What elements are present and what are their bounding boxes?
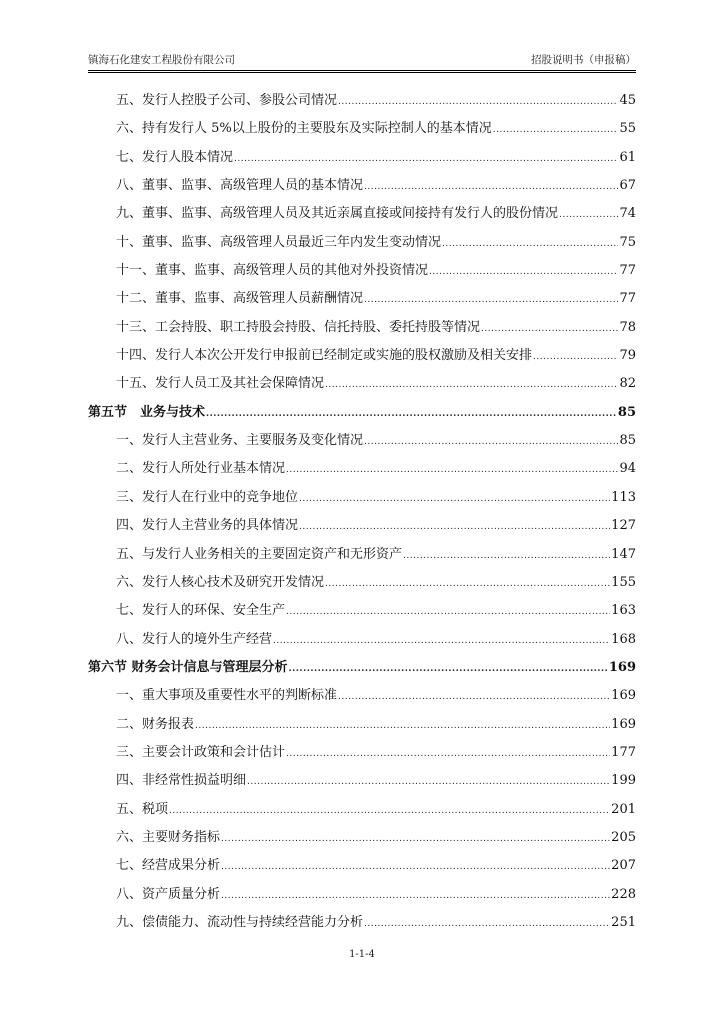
toc-entry-page: 155 <box>611 574 636 590</box>
toc-entry[interactable] <box>88 115 636 143</box>
header-rule-top <box>88 70 636 71</box>
toc-dot-leader <box>338 683 610 711</box>
toc-entry-title: 五、与发行人业务相关的主要固定资产和无形资产 <box>116 546 403 562</box>
toc-entry-page: 78 <box>619 319 636 335</box>
toc-dot-leader <box>273 627 610 655</box>
toc-entry-page: 127 <box>611 518 636 534</box>
toc-entry-page: 168 <box>611 631 636 647</box>
toc-entry-page: 177 <box>611 744 636 760</box>
toc-entry-title: 二、发行人所处行业基本情况 <box>116 461 286 477</box>
toc-entry-title: 三、主要会计政策和会计估计 <box>116 744 286 760</box>
toc-entry-page: 74 <box>619 206 636 222</box>
table-of-contents <box>88 87 636 937</box>
footer-page-number: 1-1-4 <box>349 949 375 960</box>
toc-dot-leader <box>429 258 618 286</box>
toc-dot-leader <box>221 882 610 910</box>
toc-entry[interactable] <box>88 597 636 625</box>
toc-entry-page: 201 <box>611 801 636 817</box>
toc-dot-leader <box>325 570 610 598</box>
toc-entry[interactable] <box>88 569 636 597</box>
toc-entry-page: 169 <box>608 659 636 675</box>
toc-entry-title: 九、偿债能力、流动性与持续经营能力分析 <box>116 914 364 930</box>
toc-dot-leader <box>493 116 619 144</box>
header-company-name: 镇海石化建安工程股份有限公司 <box>88 54 235 66</box>
toc-dot-leader <box>403 542 610 570</box>
toc-entry-page: 251 <box>611 914 636 930</box>
toc-entry-title: 十三、工会持股、职工持股会持股、信托持股、委托持股等情况 <box>116 319 481 335</box>
toc-dot-leader <box>289 655 608 683</box>
toc-entry-page: 67 <box>619 178 636 194</box>
header-document-title: 招股说明书（申报稿） <box>531 54 636 66</box>
toc-dot-leader <box>559 201 618 229</box>
toc-dot-leader <box>364 286 618 314</box>
toc-entry-page: 77 <box>619 291 636 307</box>
toc-entry-page: 77 <box>619 263 636 279</box>
toc-entry[interactable] <box>88 796 636 824</box>
toc-entry[interactable] <box>88 541 636 569</box>
toc-entry-title: 二、财务报表 <box>116 716 195 732</box>
toc-entry-page: 94 <box>619 461 636 477</box>
toc-entry-title: 十五、发行人员工及其社会保障情况 <box>116 376 325 392</box>
toc-entry-page: 205 <box>611 829 636 845</box>
toc-dot-leader <box>299 485 610 513</box>
toc-dot-leader <box>338 88 618 116</box>
toc-entry-title: 六、持有发行人 5%以上股份的主要股东及实际控制人的基本情况 <box>116 121 492 137</box>
toc-entry-page: 55 <box>619 121 636 137</box>
toc-entry-page: 169 <box>611 688 636 704</box>
toc-entry[interactable] <box>88 342 636 370</box>
toc-entry-title: 六、主要财务指标 <box>116 829 221 845</box>
toc-dot-leader <box>364 173 618 201</box>
toc-entry[interactable] <box>88 229 636 257</box>
toc-dot-leader <box>442 230 618 258</box>
toc-entry-page: 85 <box>619 433 636 449</box>
toc-entry-title: 一、发行人主营业务、主要服务及变化情况 <box>116 433 364 449</box>
toc-entry-title: 十四、发行人本次公开发行申报前已经制定或实施的股权激励及相关安排 <box>116 348 533 364</box>
toc-dot-leader <box>364 910 610 938</box>
toc-entry-title: 十二、董事、监事、高级管理人员薪酬情况 <box>116 291 364 307</box>
toc-entry[interactable] <box>88 200 636 228</box>
toc-entry-title: 八、发行人的境外生产经营 <box>116 631 273 647</box>
toc-dot-leader <box>234 145 618 173</box>
toc-dot-leader <box>364 428 618 456</box>
toc-entry-page: 82 <box>619 376 636 392</box>
toc-entry[interactable] <box>88 767 636 795</box>
toc-entry[interactable] <box>88 285 636 313</box>
toc-section-entry[interactable] <box>88 654 636 682</box>
toc-entry-page: 228 <box>611 886 636 902</box>
toc-entry-title: 八、资产质量分析 <box>116 886 221 902</box>
toc-entry-page: 61 <box>619 149 636 165</box>
toc-entry[interactable] <box>88 824 636 852</box>
toc-entry-page: 147 <box>611 546 636 562</box>
toc-dot-leader <box>533 343 618 371</box>
toc-entry-title: 十、董事、监事、高级管理人员最近三年内发生变动情况 <box>116 234 442 250</box>
toc-entry[interactable] <box>88 314 636 342</box>
toc-entry-title: 第五节 业务与技术 <box>88 404 206 420</box>
toc-entry-page: 207 <box>611 858 636 874</box>
toc-entry[interactable] <box>88 682 636 710</box>
toc-dot-leader <box>221 853 610 881</box>
toc-entry-title: 四、非经常性损益明细 <box>116 773 247 789</box>
page-header <box>88 52 636 68</box>
toc-entry-page: 79 <box>619 348 636 364</box>
header-rule-bottom <box>88 72 636 73</box>
toc-entry[interactable] <box>88 87 636 115</box>
toc-entry-page: 45 <box>619 93 636 108</box>
toc-entry[interactable] <box>88 257 636 285</box>
toc-entry[interactable] <box>88 512 636 540</box>
toc-entry[interactable] <box>88 909 636 937</box>
toc-entry-page: 199 <box>611 773 636 789</box>
toc-entry[interactable] <box>88 427 636 455</box>
toc-dot-leader <box>299 513 610 541</box>
toc-entry-title: 四、发行人主营业务的具体情况 <box>116 518 299 534</box>
toc-entry-title: 三、发行人在行业中的竞争地位 <box>116 489 299 505</box>
toc-dot-leader <box>481 315 618 343</box>
toc-entry-page: 163 <box>611 603 636 619</box>
toc-entry-title: 一、重大事项及重要性水平的判断标准 <box>116 688 338 704</box>
toc-dot-leader <box>206 400 617 428</box>
toc-entry-title: 八、董事、监事、高级管理人员的基本情况 <box>116 178 364 194</box>
toc-entry[interactable] <box>88 739 636 767</box>
toc-section-entry[interactable] <box>88 399 636 427</box>
toc-entry[interactable] <box>88 484 636 512</box>
toc-entry-page: 169 <box>611 716 636 732</box>
toc-entry-title: 六、发行人核心技术及研究开发情况 <box>116 574 325 590</box>
toc-dot-leader <box>325 371 618 399</box>
toc-entry[interactable] <box>88 626 636 654</box>
toc-entry[interactable] <box>88 881 636 909</box>
toc-entry-title: 九、董事、监事、高级管理人员及其近亲属直接或间接持有发行人的股份情况 <box>116 206 559 222</box>
toc-dot-leader <box>286 456 618 484</box>
toc-dot-leader <box>195 712 610 740</box>
toc-entry-page: 113 <box>611 489 636 505</box>
toc-dot-leader <box>247 768 610 796</box>
toc-entry-page: 75 <box>619 234 636 250</box>
toc-entry[interactable] <box>88 711 636 739</box>
toc-entry-title: 七、经营成果分析 <box>116 858 221 874</box>
toc-entry[interactable] <box>88 852 636 880</box>
toc-entry-title: 十一、董事、监事、高级管理人员的其他对外投资情况 <box>116 263 429 279</box>
toc-dot-leader <box>286 598 610 626</box>
toc-entry-title: 第六节 财务会计信息与管理层分析 <box>88 659 288 675</box>
toc-entry-title: 五、发行人控股子公司、参股公司情况 <box>116 93 338 108</box>
toc-dot-leader <box>221 825 610 853</box>
toc-entry[interactable] <box>88 455 636 483</box>
toc-entry-title: 七、发行人的环保、安全生产 <box>116 603 286 619</box>
toc-entry-title: 七、发行人股本情况 <box>116 149 234 165</box>
toc-dot-leader <box>169 797 610 825</box>
toc-entry-page: 85 <box>617 404 636 420</box>
toc-entry[interactable] <box>88 370 636 398</box>
toc-entry-title: 五、税项 <box>116 801 169 817</box>
toc-entry[interactable] <box>88 172 636 200</box>
toc-entry[interactable] <box>88 144 636 172</box>
page-footer <box>0 949 724 960</box>
toc-dot-leader <box>286 740 610 768</box>
